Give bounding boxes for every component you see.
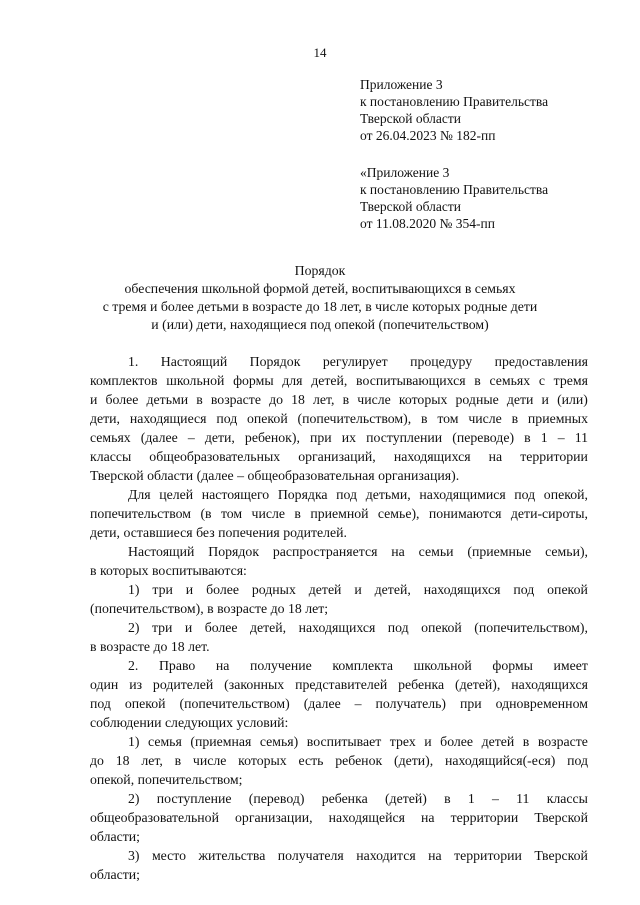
- body-word: регулирует: [322, 354, 388, 369]
- body-line: [90, 827, 588, 846]
- body-word: находится: [356, 848, 416, 863]
- body-word: которых: [398, 392, 448, 407]
- body-word: территории: [450, 810, 519, 825]
- appendix-current-line: от 26.04.2023 № 182-пп: [360, 128, 496, 143]
- body-word: приемной: [310, 506, 369, 521]
- body-word: дети,: [204, 430, 235, 445]
- body-word: из: [129, 677, 143, 692]
- body-word: 18: [115, 753, 130, 768]
- body-word: дети,: [90, 525, 124, 540]
- body-line: [90, 751, 588, 770]
- body-word: дети: [506, 392, 534, 407]
- body-word: Порядок: [208, 544, 260, 559]
- body-word: комплекта: [332, 658, 394, 673]
- body-word: под: [216, 411, 238, 426]
- body-word: Право: [158, 658, 196, 673]
- body-word: жительства: [198, 848, 266, 863]
- body-word: Настоящий: [128, 544, 195, 559]
- body-word: опекой,: [90, 772, 138, 787]
- body-word: лет.: [188, 639, 210, 654]
- body-word: в: [90, 563, 100, 578]
- body-word: под: [387, 620, 409, 635]
- body-word: 11: [516, 791, 530, 806]
- body-word: до: [153, 639, 171, 654]
- body-word: их: [341, 430, 357, 445]
- body-word: опекой: [124, 696, 166, 711]
- body-word: (приемная: [190, 734, 252, 749]
- body-word: том: [220, 506, 243, 521]
- body-word: (законных: [224, 677, 285, 692]
- body-line: [90, 865, 588, 884]
- body-word: на: [215, 658, 230, 673]
- body-line: [90, 485, 588, 504]
- body-word: комплектов: [90, 373, 158, 388]
- body-word: в: [444, 791, 451, 806]
- body-line: [90, 713, 588, 732]
- title-line: обеспечения школьной формой детей, воспитывающихся в семьях: [124, 281, 516, 296]
- appendix-current-block: [360, 76, 548, 144]
- body-word: (попечительством),: [474, 620, 588, 635]
- body-word: и: [354, 582, 362, 597]
- body-line: [90, 732, 588, 751]
- body-word: распространяется: [272, 544, 378, 559]
- body-word: в: [207, 601, 218, 616]
- body-word: (в: [200, 506, 212, 521]
- body-word: представителей: [295, 677, 388, 692]
- body-word: территории: [454, 848, 522, 863]
- body-word: –: [557, 430, 565, 445]
- body-word: получателя: [277, 848, 344, 863]
- body-word: процедуру: [410, 354, 473, 369]
- body-word: приемных: [527, 411, 588, 426]
- body-word: организация).: [378, 468, 460, 483]
- body-word: числе: [468, 411, 502, 426]
- body-word: опекой,: [543, 487, 588, 502]
- body-word: которых: [238, 753, 287, 768]
- title-line: и (или) дети, находящиеся под опекой (попечительством): [151, 317, 489, 332]
- body-word: опекой: [421, 620, 462, 635]
- body-line: [90, 637, 588, 656]
- body-line: [90, 656, 588, 675]
- appendix-previous-line: от 11.08.2020 № 354-пп: [360, 216, 495, 231]
- body-word: детей,: [250, 620, 287, 635]
- body-word: в: [524, 430, 531, 445]
- body-word: находящиеся: [129, 411, 207, 426]
- document-body: [90, 352, 588, 884]
- body-word: родные: [455, 392, 499, 407]
- body-word: 18: [170, 639, 189, 654]
- body-word: под: [514, 487, 536, 502]
- body-line: [90, 808, 588, 827]
- body-word: целей: [159, 487, 194, 502]
- body-word: ребенка: [321, 791, 368, 806]
- body-word: три: [151, 620, 173, 635]
- body-word: находящимися: [419, 487, 506, 502]
- body-word: тремя: [553, 373, 588, 388]
- body-word: на: [428, 848, 442, 863]
- body-word: классы: [90, 449, 132, 464]
- body-word: семьи),: [545, 544, 588, 559]
- body-word: (далее: [140, 430, 178, 445]
- body-line: [90, 504, 588, 523]
- body-word: в: [174, 753, 182, 768]
- body-word: школьной: [413, 658, 472, 673]
- body-word: воспитываются:: [151, 563, 247, 578]
- body-word: находящихся: [511, 677, 588, 692]
- body-word: классы: [546, 791, 588, 806]
- body-word: детей: [308, 582, 342, 597]
- body-word: 1): [128, 734, 140, 749]
- body-word: более: [440, 734, 474, 749]
- body-word: (попечительством),: [297, 411, 412, 426]
- body-word: до: [90, 753, 104, 768]
- body-word: при: [459, 696, 482, 711]
- body-word: Для: [128, 487, 151, 502]
- body-word: родных: [251, 582, 296, 597]
- body-word: настоящего: [201, 487, 270, 502]
- appendix-current-line: Приложение 3: [360, 77, 443, 92]
- page-number: 14: [313, 45, 327, 60]
- body-word: и: [541, 392, 549, 407]
- body-word: 2): [128, 620, 140, 635]
- body-word: попечительством;: [137, 772, 243, 787]
- body-word: (попечительством),: [90, 601, 208, 616]
- body-line: [90, 523, 588, 542]
- body-word: на: [421, 810, 435, 825]
- body-word: с: [538, 373, 545, 388]
- body-word: в: [474, 373, 481, 388]
- body-word: дети-сироты,: [510, 506, 588, 521]
- body-word: понимаются: [428, 506, 502, 521]
- body-word: 1: [540, 430, 548, 445]
- body-word: опекой: [547, 582, 588, 597]
- body-word: (попечительством): [179, 696, 290, 711]
- body-word: ребенок: [335, 753, 383, 768]
- body-word: семьях: [90, 430, 131, 445]
- body-word: на: [391, 544, 405, 559]
- body-word: возрасте: [99, 639, 154, 654]
- body-line: [90, 846, 588, 865]
- title-heading: Порядок: [294, 263, 346, 278]
- body-word: до: [269, 392, 283, 407]
- body-word: детьми,: [365, 487, 411, 502]
- body-word: организации,: [235, 810, 313, 825]
- body-word: детей: [481, 734, 515, 749]
- body-word: и: [90, 392, 98, 407]
- body-line: [90, 352, 588, 371]
- body-word: в: [294, 506, 301, 521]
- body-word: возрасте: [210, 392, 261, 407]
- body-word: более: [204, 620, 238, 635]
- body-word: получение: [249, 658, 312, 673]
- body-line: [90, 447, 588, 466]
- body-word: находящихся: [423, 582, 501, 597]
- body-word: том: [437, 411, 459, 426]
- appendix-previous-line: к постановлению Правительства: [360, 182, 549, 197]
- appendix-previous-block: [360, 164, 548, 232]
- body-word: и: [184, 620, 193, 635]
- body-word: Порядок: [249, 354, 301, 369]
- body-word: семья: [148, 734, 182, 749]
- body-word: получатель): [375, 696, 447, 711]
- body-word: в: [522, 734, 530, 749]
- body-line: [90, 409, 588, 428]
- body-word: детьми: [146, 392, 189, 407]
- body-word: 1): [128, 582, 140, 597]
- appendix-previous-line: Тверской области: [360, 199, 461, 214]
- body-word: школьной: [166, 373, 225, 388]
- body-word: Порядка: [277, 487, 328, 502]
- body-word: (детей): [384, 791, 427, 806]
- body-word: области;: [90, 867, 140, 882]
- body-word: опекой: [247, 411, 288, 426]
- body-word: (переводе): [452, 430, 515, 445]
- appendix-previous-line: «Приложение 3: [360, 165, 450, 180]
- body-word: дети,: [90, 411, 121, 426]
- body-word: под: [90, 696, 111, 711]
- body-word: в: [421, 411, 428, 426]
- body-word: воспитывающихся: [356, 373, 466, 388]
- body-word: общеобразовательная: [247, 468, 379, 483]
- body-word: в: [90, 639, 100, 654]
- body-line: [90, 561, 588, 580]
- body-line: [90, 618, 588, 637]
- body-word: есть: [298, 753, 324, 768]
- body-word: семье),: [377, 506, 420, 521]
- body-word: Тверской: [534, 848, 588, 863]
- body-word: следующих: [164, 715, 237, 730]
- body-word: ребенок),: [244, 430, 300, 445]
- body-word: попечительством: [90, 506, 192, 521]
- body-word: семьи: [418, 544, 454, 559]
- body-word: общеобразовательной: [90, 810, 219, 825]
- body-word: в: [342, 392, 350, 407]
- body-word: находящейся: [328, 810, 405, 825]
- body-word: –: [354, 696, 362, 711]
- body-word: в: [196, 392, 203, 407]
- body-line: [90, 599, 588, 618]
- body-word: 1: [467, 791, 475, 806]
- body-word: (далее: [303, 696, 341, 711]
- body-word: 2.: [128, 658, 139, 673]
- body-word: возрасте: [217, 601, 271, 616]
- body-word: детей,: [311, 373, 348, 388]
- body-word: (далее: [196, 468, 238, 483]
- body-word: в: [511, 411, 519, 426]
- body-word: до: [270, 601, 289, 616]
- body-word: место: [151, 848, 187, 863]
- body-word: условий:: [236, 715, 289, 730]
- body-line: [90, 428, 588, 447]
- body-word: лет,: [141, 753, 163, 768]
- body-word: лет,: [313, 392, 335, 407]
- body-word: (или): [557, 392, 588, 407]
- body-word: без: [196, 525, 219, 540]
- body-word: формы: [233, 373, 274, 388]
- body-word: (перевод): [248, 791, 305, 806]
- body-word: и: [185, 582, 194, 597]
- body-line: [90, 542, 588, 561]
- appendix-current-line: Тверской области: [360, 111, 461, 126]
- body-word: 2): [128, 791, 140, 806]
- body-word: три: [152, 582, 173, 597]
- body-word: один: [90, 677, 119, 692]
- body-word: 18: [288, 601, 306, 616]
- body-word: формы: [492, 658, 533, 673]
- body-word: числе: [357, 392, 391, 407]
- body-word: воспитывает: [306, 734, 382, 749]
- body-word: более: [206, 582, 239, 597]
- body-word: –: [187, 430, 195, 445]
- body-word: 1.: [128, 354, 139, 369]
- body-word: (детей),: [455, 677, 501, 692]
- body-word: под: [567, 753, 588, 768]
- body-word: территории: [520, 449, 588, 464]
- body-word: семьях: [489, 373, 531, 388]
- body-word: семья): [259, 734, 299, 749]
- body-word: находящихся: [298, 620, 376, 635]
- body-word: Настоящий: [160, 354, 228, 369]
- body-word: области: [147, 468, 197, 483]
- body-line: [90, 390, 588, 409]
- body-word: общеобразовательных: [149, 449, 281, 464]
- body-word: 11: [574, 430, 588, 445]
- body-word: возрасте: [537, 734, 588, 749]
- body-word: под: [513, 582, 535, 597]
- body-line: [90, 371, 588, 390]
- appendix-current-line: к постановлению Правительства: [360, 94, 549, 109]
- body-word: более: [105, 392, 139, 407]
- body-word: организаций,: [298, 449, 376, 464]
- body-line: [90, 466, 588, 485]
- body-word: –: [237, 468, 248, 483]
- title-line: с тремя и более детьми в возрасте до 18 лет, в числе которых родные дети: [102, 299, 538, 314]
- body-word: поступление: [156, 791, 232, 806]
- body-word: соблюдении: [90, 715, 165, 730]
- body-word: которых: [99, 563, 152, 578]
- body-word: Тверской: [534, 810, 588, 825]
- body-word: на: [488, 449, 503, 464]
- body-word: числе: [192, 753, 227, 768]
- body-word: 18: [291, 392, 305, 407]
- body-word: под: [336, 487, 358, 502]
- document-title: [80, 262, 560, 334]
- body-line: [90, 694, 588, 713]
- body-word: ребенка: [398, 677, 445, 692]
- body-word: 3): [128, 848, 140, 863]
- body-word: одновременном: [495, 696, 588, 711]
- body-word: области;: [90, 829, 140, 844]
- body-word: (приемные: [467, 544, 532, 559]
- body-word: родителей: [152, 677, 214, 692]
- body-word: для: [282, 373, 303, 388]
- body-word: попечения: [218, 525, 284, 540]
- body-word: Тверской: [90, 468, 148, 483]
- body-word: оставшиеся: [123, 525, 197, 540]
- body-word: при: [310, 430, 332, 445]
- body-word: трех: [389, 734, 416, 749]
- body-word: предоставления: [494, 354, 588, 369]
- body-line: [90, 675, 588, 694]
- body-line: [90, 789, 588, 808]
- body-word: (дети),: [393, 753, 434, 768]
- body-word: детей,: [374, 582, 411, 597]
- body-word: имеет: [553, 658, 588, 673]
- body-line: [90, 770, 588, 789]
- body-word: находящихся: [393, 449, 471, 464]
- body-word: родителей.: [283, 525, 347, 540]
- body-word: поступлении: [366, 430, 443, 445]
- body-word: числе: [251, 506, 286, 521]
- body-word: и: [424, 734, 432, 749]
- body-line: [90, 580, 588, 599]
- body-word: лет;: [305, 601, 329, 616]
- body-word: –: [492, 791, 499, 806]
- body-word: находящийся(-еся): [444, 753, 556, 768]
